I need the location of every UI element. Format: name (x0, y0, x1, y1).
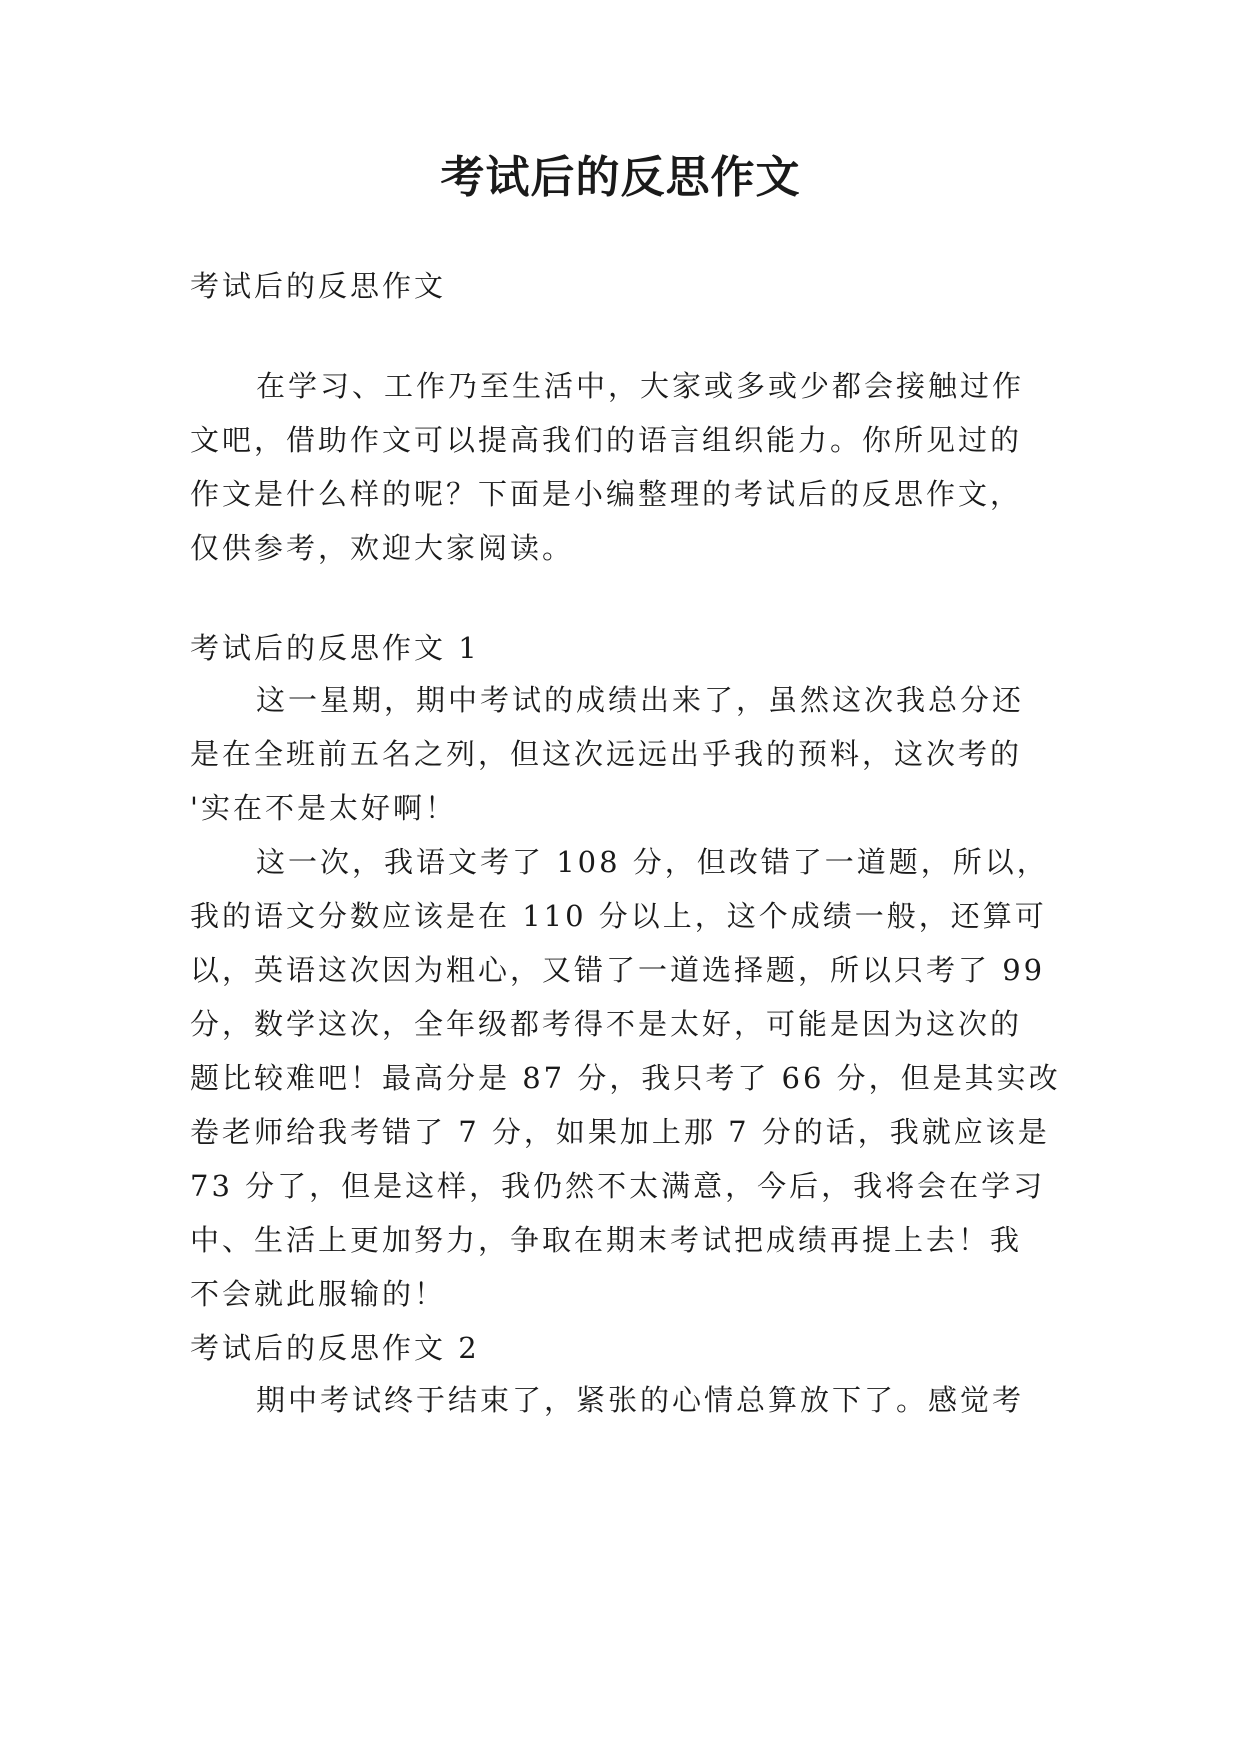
essay1-para2-line: 卷老师给我考错了 7 分，如果加上那 7 分的话，我就应该是 (190, 1115, 1050, 1149)
intro-line: 仅供参考，欢迎大家阅读。 (190, 531, 575, 565)
essay1-para2-line: 分，数学这次，全年级都考得不是太好，可能是因为这次的 (190, 1007, 1023, 1041)
intro-line: 在学习、工作乃至生活中，大家或多或少都会接触过作 (256, 369, 1025, 403)
intro-line: 文吧，借助作文可以提高我们的语言组织能力。你所见过的 (190, 423, 1023, 457)
essay1-para2-line: 中、生活上更加努力，争取在期末考试把成绩再提上去！我 (190, 1223, 1023, 1257)
essay1-para1-line: 是在全班前五名之列，但这次远远出乎我的预料，这次考的 (190, 737, 1023, 771)
essay1-para2-line: 以，英语这次因为粗心，又错了一道选择题，所以只考了 99 (190, 953, 1046, 987)
essay1-para2-line: 73 分了，但是这样，我仍然不太满意，今后，我将会在学习 (190, 1169, 1046, 1203)
essay2-para1-line: 期中考试终于结束了，紧张的心情总算放下了。感觉考 (256, 1383, 1025, 1417)
essay1-para2-line: 题比较难吧！最高分是 87 分，我只考了 66 分，但是其实改 (190, 1061, 1061, 1095)
essay1-para2-line: 我的语文分数应该是在 110 分以上，这个成绩一般，还算可 (190, 899, 1047, 933)
document-subtitle: 考试后的反思作文 (190, 269, 447, 303)
document-title: 考试后的反思作文 (440, 152, 801, 203)
intro-line: 作文是什么样的呢？下面是小编整理的考试后的反思作文， (190, 477, 1023, 511)
essay1-para1-line: 这一星期，期中考试的成绩出来了，虽然这次我总分还 (256, 683, 1025, 717)
essay1-heading: 考试后的反思作文 1 (190, 631, 480, 665)
essay2-heading: 考试后的反思作文 2 (190, 1331, 480, 1365)
essay1-para1-line: '实在不是太好啊！ (190, 791, 457, 825)
essay1-para2-line: 不会就此服输的！ (190, 1277, 447, 1311)
essay1-para2-line: 这一次，我语文考了 108 分，但改错了一道题，所以， (256, 845, 1049, 879)
